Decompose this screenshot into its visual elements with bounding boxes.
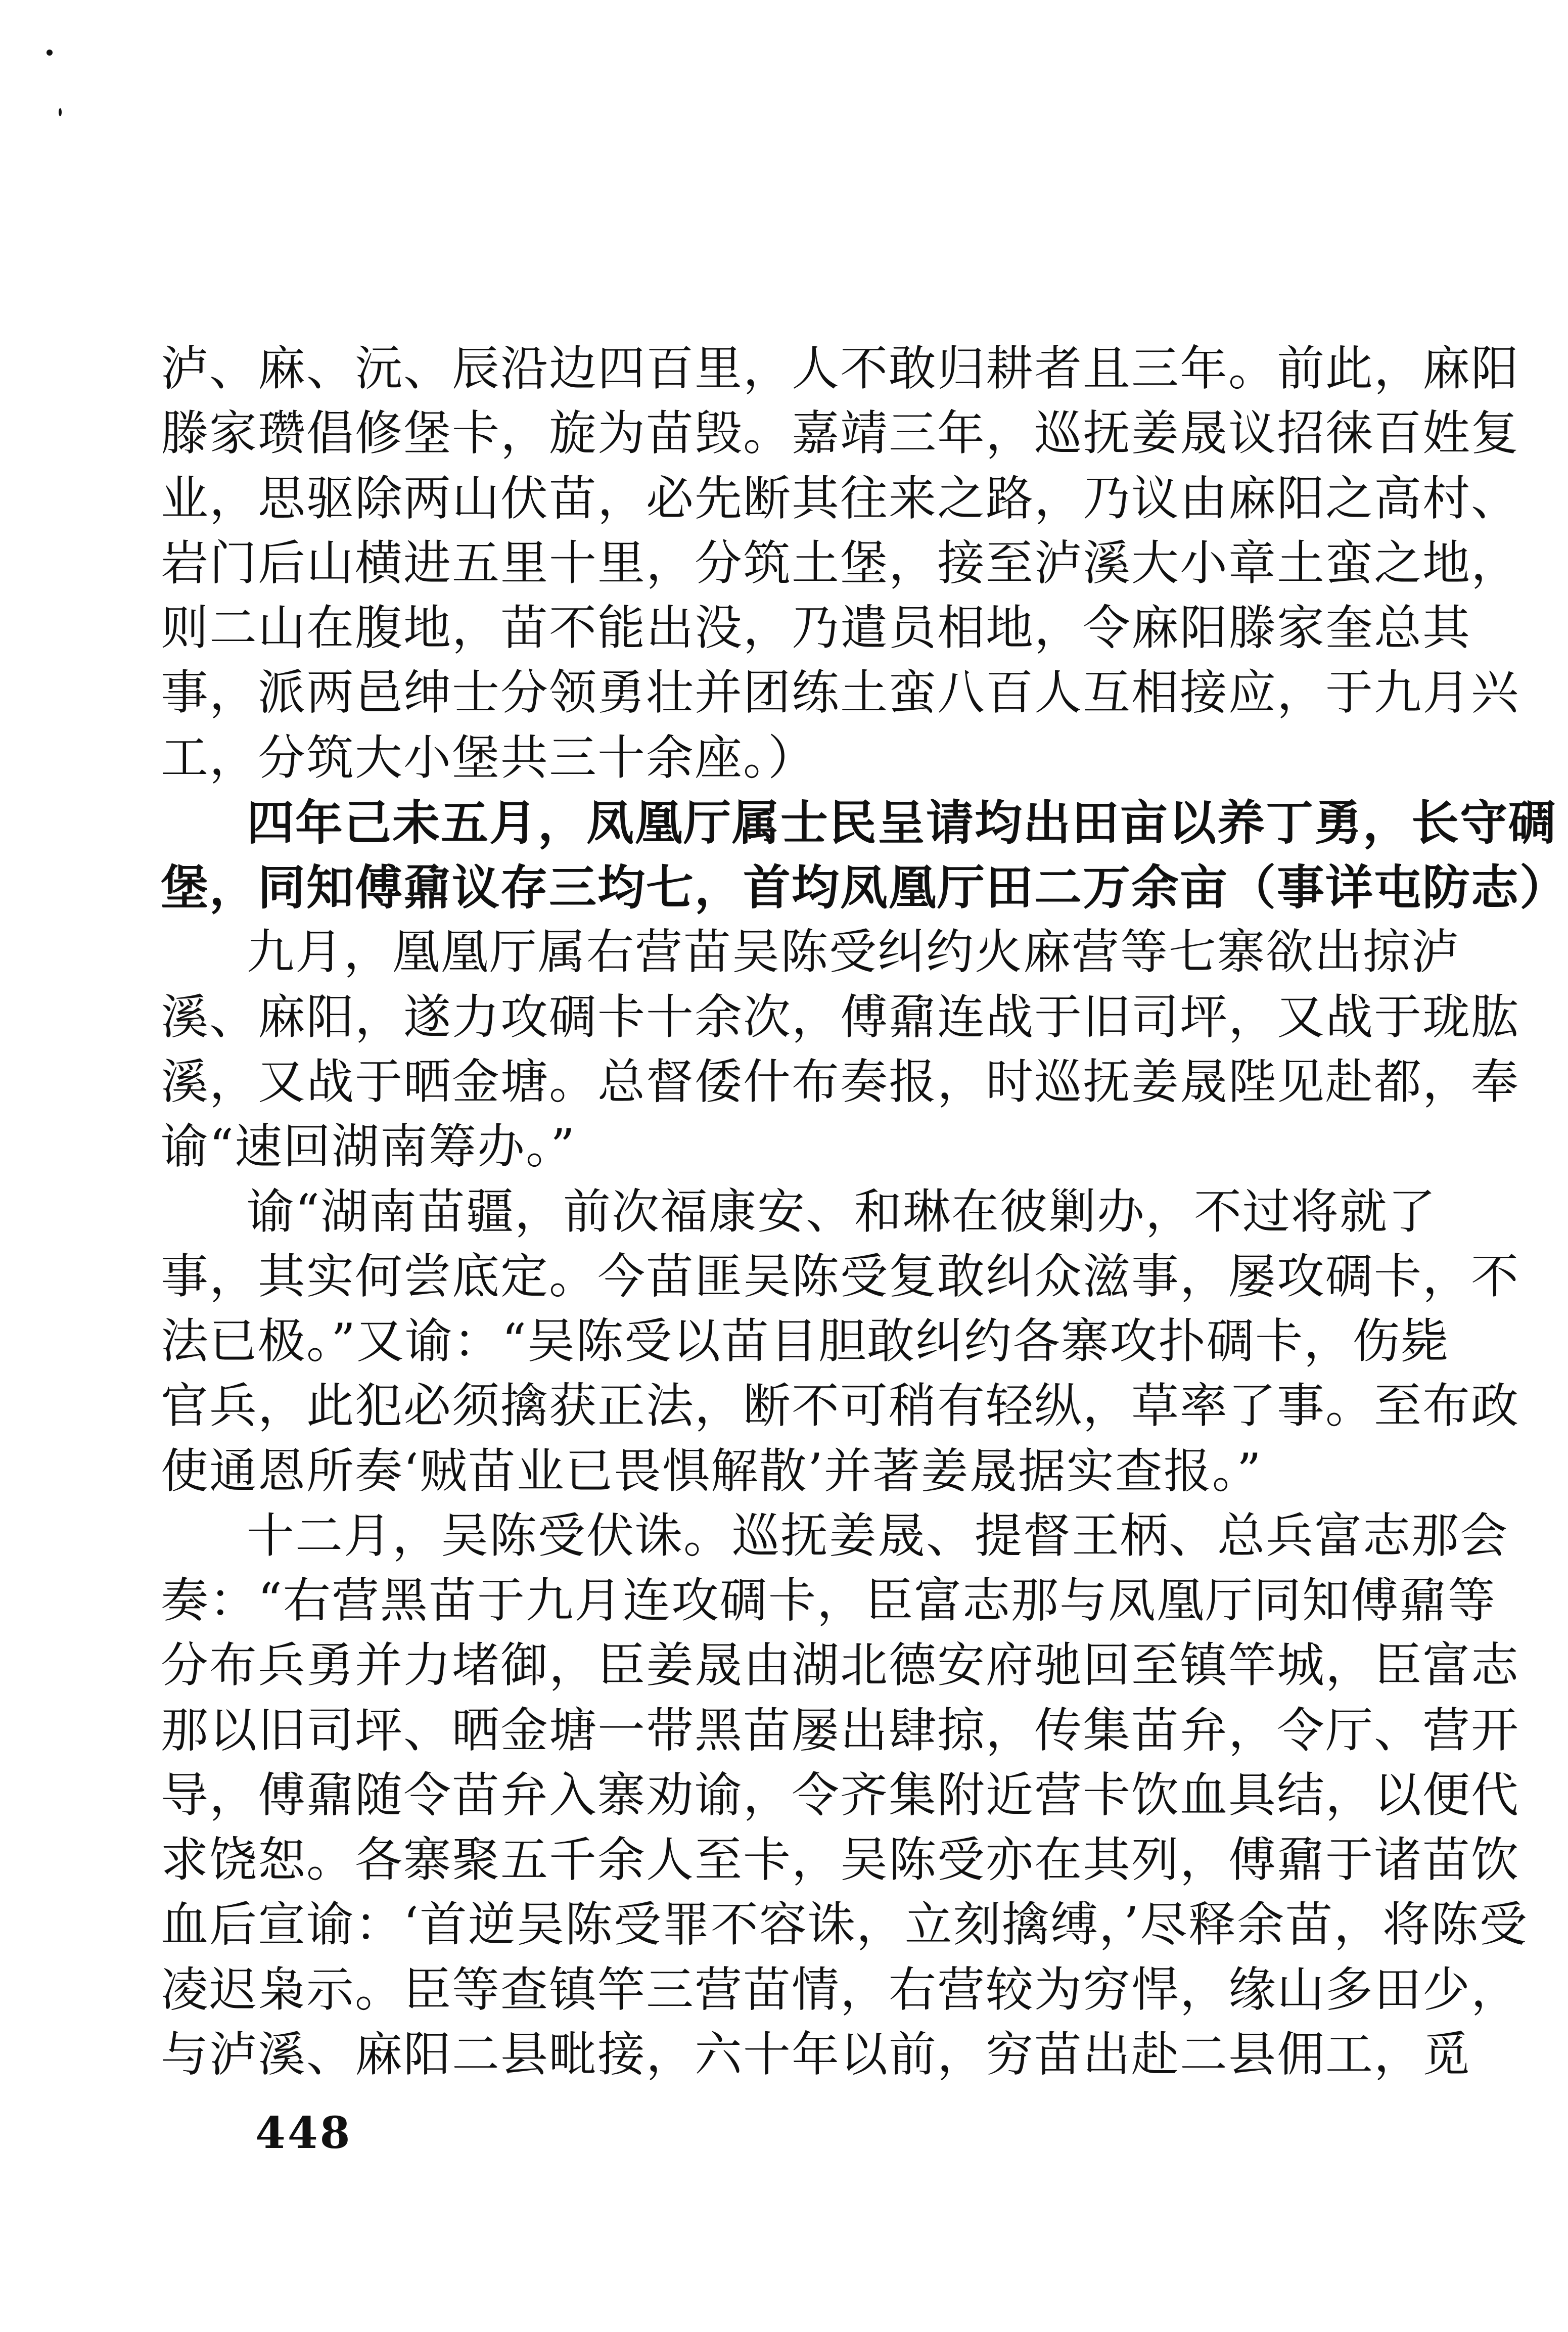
text-line: 滕家瓒倡修堡卡，旋为苗毁。嘉靖三年，巡抚姜晟议招徕百姓复 bbox=[161, 406, 1520, 461]
scan-speck bbox=[47, 50, 53, 56]
text-line: 分布兵勇并力堵御，臣姜晟由湖北德安府驰回至镇竿城，臣富志 bbox=[161, 1638, 1520, 1693]
text-line: 则二山在腹地，苗不能出没，乃遣员相地，令麻阳滕家奎总其 bbox=[161, 601, 1471, 656]
text-line: 谕“速回湖南筹办。” bbox=[161, 1119, 576, 1174]
text-line: 凌迟枭示。臣等查镇竿三营苗情，右营较为穷悍，缘山多田少， bbox=[161, 1962, 1520, 2018]
text-line: 事，其实何尝底定。今苗匪吴陈受复敢纠众滋事，屡攻碉卡，不 bbox=[161, 1249, 1520, 1304]
text-line: 岩门后山横进五里十里，分筑土堡，接至泸溪大小章土蛮之地， bbox=[161, 536, 1520, 591]
text-line: 使通恩所奏‘贼苗业已畏惧解散’并著姜晟据实查报。” bbox=[161, 1444, 1262, 1499]
text-line: 业，思驱除两山伏苗，必先断其往来之路，乃议由麻阳之高村、 bbox=[161, 471, 1520, 526]
text-line: 工，分筑大小堡共三十余座。） bbox=[161, 730, 817, 786]
text-line: 求饶恕。各寨聚五千余人至卡，吴陈受亦在其列，傅鼐于诸苗饮 bbox=[161, 1833, 1520, 1888]
text-line: 泸、麻、沅、辰沿边四百里，人不敢归耕者且三年。前此，麻阳 bbox=[161, 341, 1520, 396]
scan-speck bbox=[59, 108, 62, 116]
page-number: 448 bbox=[255, 2108, 352, 2159]
text-line: 谕“湖南苗疆，前次福康安、和琳在彼剿办，不过将就了 bbox=[247, 1184, 1437, 1240]
text-line: 官兵，此犯必须擒获正法，断不可稍有轻纵，草率了事。至布政 bbox=[161, 1379, 1520, 1434]
text-line: 法已极。”又谕：“吴陈受以苗目胆敢纠约各寨攻扑碉卡，伤毙 bbox=[161, 1314, 1450, 1369]
text-line: 溪、麻阳，遂力攻碉卡十余次，傅鼐连战于旧司坪，又战于珑肱 bbox=[161, 990, 1520, 1045]
text-line: 堡，同知傅鼐议存三均七，首均凤凰厅田二万余亩（事详屯防志） bbox=[161, 860, 1568, 916]
text-line: 那以旧司坪、晒金塘一带黑苗屡出肆掠，传集苗弁，令厅、营开 bbox=[161, 1703, 1520, 1758]
text-line: 事，派两邑绅士分领勇壮并团练土蛮八百人互相接应，于九月兴 bbox=[161, 665, 1520, 720]
text-line: 十二月，吴陈受伏诛。巡抚姜晟、提督王柄、总兵富志那会 bbox=[247, 1508, 1509, 1564]
text-line: 导，傅鼐随令苗弁入寨劝谕，令齐集附近营卡饮血具结，以便代 bbox=[161, 1768, 1520, 1823]
text-line: 与泸溪、麻阳二县毗接，六十年以前，穷苗出赴二县佣工，觅 bbox=[161, 2027, 1471, 2082]
text-line: 血后宣谕：‘首逆吴陈受罪不容诛，立刻擒缚，’尽释余苗，将陈受 bbox=[161, 1897, 1528, 1952]
text-line: 溪，又战于晒金塘。总督倭什布奏报，时巡抚姜晟陛见赴都，奉 bbox=[161, 1055, 1520, 1110]
text-line: 奏：“右营黑苗于九月连攻碉卡，臣富志那与凤凰厅同知傅鼐等 bbox=[161, 1573, 1497, 1628]
text-line: 九月，凰凰厅属右营苗吴陈受纠约火麻营等七寨欲出掠泸 bbox=[247, 925, 1460, 980]
text-line: 四年己未五月，凤凰厅属士民呈请均出田亩以养丁勇，长守碉 bbox=[247, 795, 1557, 851]
